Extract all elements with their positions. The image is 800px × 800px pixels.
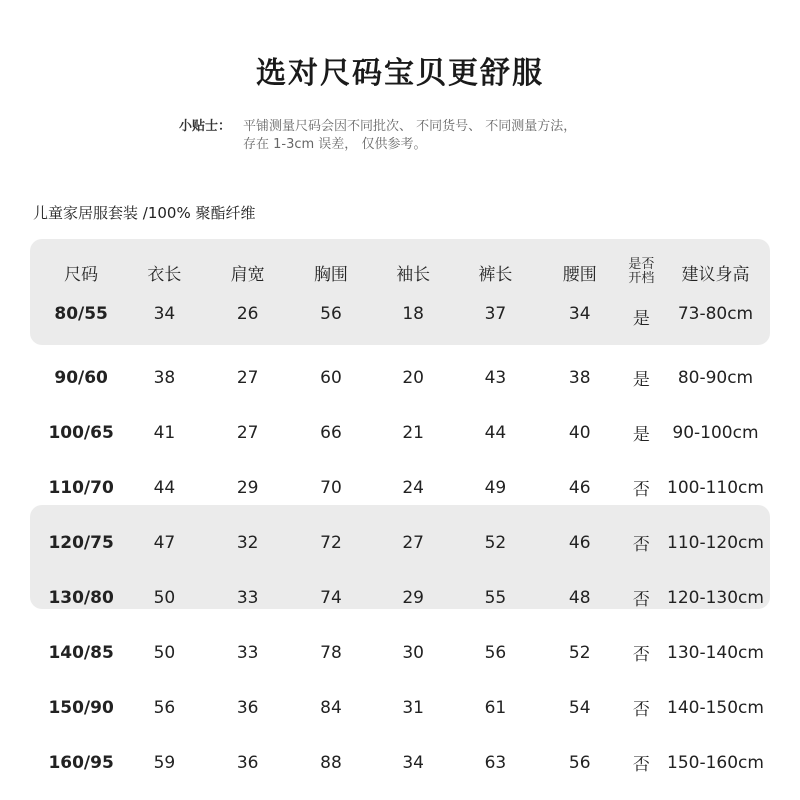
cell-waist: 34: [568, 304, 591, 324]
cell-length: 59: [153, 752, 176, 773]
cell-chest: 70: [320, 477, 342, 498]
cell-length: 34: [153, 304, 176, 324]
cell-chest: 74: [320, 587, 342, 608]
cell-pants: 55: [484, 587, 507, 608]
header-crotch: [622, 244, 661, 300]
cell-sleeve: 18: [402, 304, 424, 324]
cell-length: 50: [153, 642, 176, 663]
cell-crotch: 否: [632, 645, 650, 665]
cell-height: 140-150cm: [667, 697, 764, 718]
cell-sleeve: 29: [402, 587, 424, 608]
cell-pants: 63: [484, 752, 507, 773]
tip-line-1: 平铺测量尺码会因不同批次、 不同货号、 不同测量方法，: [243, 119, 577, 134]
cell-sleeve: 20: [402, 367, 424, 388]
cell-pants: 61: [484, 697, 507, 718]
table-header-row: [40, 244, 770, 300]
cell-shoulder: 33: [236, 642, 259, 663]
header-size: 尺码: [64, 264, 99, 285]
cell-length: 38: [153, 367, 176, 388]
header-shoulder: 肩宽: [230, 264, 265, 285]
cell-crotch: 否: [632, 755, 650, 775]
page-title: 选对尺码宝贝更舒服: [256, 56, 544, 91]
cell-sleeve: 24: [402, 477, 424, 498]
cell-length: 50: [153, 587, 176, 608]
cell-height: 110-120cm: [667, 532, 764, 553]
cell-shoulder: 29: [236, 477, 259, 498]
cell-length: 41: [153, 422, 176, 443]
cell-sleeve: 34: [402, 752, 424, 773]
table-row: [40, 625, 770, 680]
tip-line-2: 存在 1-3cm 误差， 仅供参考。: [243, 137, 427, 152]
cell-crotch: 是: [632, 425, 650, 445]
header-waist: 腰围: [562, 264, 597, 285]
header-crotch-bottom: 开档: [628, 271, 655, 286]
cell-size: 80/55: [54, 304, 108, 324]
cell-height: 150-160cm: [667, 752, 764, 773]
cell-waist: 48: [568, 587, 591, 608]
cell-length: 47: [153, 532, 176, 553]
cell-sleeve: 27: [402, 532, 424, 553]
cell-height: 130-140cm: [667, 642, 764, 663]
cell-pants: 49: [484, 477, 507, 498]
cell-pants: 37: [484, 304, 507, 324]
header-sleeve: 袖长: [396, 264, 431, 285]
cell-shoulder: 33: [236, 587, 259, 608]
cell-waist: 38: [568, 367, 591, 388]
cell-crotch: 否: [632, 480, 650, 500]
product-subtitle: 儿童家居服套装 /100% 聚酯纤维: [33, 204, 256, 222]
cell-chest: 84: [320, 697, 342, 718]
size-chart-table: [40, 244, 770, 790]
cell-crotch: 否: [632, 590, 650, 610]
cell-shoulder: 27: [236, 367, 259, 388]
cell-shoulder: 27: [236, 422, 259, 443]
cell-waist: 54: [568, 697, 591, 718]
header-crotch-top: 是否: [628, 257, 655, 272]
cell-chest: 88: [320, 752, 342, 773]
table-row: [40, 350, 770, 405]
cell-waist: 56: [568, 752, 591, 773]
header-chest: 胸围: [313, 264, 348, 285]
table-row: [40, 570, 770, 625]
cell-sleeve: 21: [402, 422, 424, 443]
cell-length: 44: [153, 477, 176, 498]
cell-waist: 46: [568, 477, 591, 498]
cell-pants: 56: [484, 642, 507, 663]
cell-size: 100/65: [48, 422, 114, 443]
table-row: [40, 405, 770, 460]
cell-shoulder: 26: [236, 304, 259, 324]
cell-chest: 78: [320, 642, 342, 663]
cell-size: 90/60: [54, 367, 108, 388]
cell-shoulder: 36: [236, 752, 259, 773]
cell-crotch: 否: [632, 700, 650, 720]
cell-chest: 66: [320, 422, 342, 443]
cell-size: 160/95: [48, 752, 114, 773]
cell-chest: 72: [320, 532, 342, 553]
cell-size: 110/70: [48, 477, 114, 498]
cell-height: 73-80cm: [677, 304, 754, 324]
cell-chest: 60: [320, 367, 342, 388]
cell-height: 120-130cm: [667, 587, 764, 608]
table-row: [40, 735, 770, 790]
cell-length: 56: [153, 697, 176, 718]
cell-shoulder: 36: [236, 697, 259, 718]
cell-waist: 46: [568, 532, 591, 553]
header-height: 建议身高: [681, 264, 750, 285]
tip-label: 小贴士：: [179, 119, 232, 134]
cell-height: 100-110cm: [667, 477, 764, 498]
table-row: [40, 680, 770, 735]
cell-pants: 44: [484, 422, 507, 443]
cell-chest: 56: [320, 304, 342, 324]
table-row: [40, 300, 770, 350]
cell-pants: 52: [484, 532, 507, 553]
tip-note: [179, 118, 576, 154]
cell-waist: 52: [568, 642, 591, 663]
cell-size: 150/90: [48, 697, 114, 718]
cell-crotch: 否: [632, 535, 650, 555]
cell-height: 90-100cm: [672, 422, 759, 443]
table-row: [40, 515, 770, 570]
header-pants: 裤长: [478, 264, 513, 285]
cell-waist: 40: [568, 422, 591, 443]
cell-size: 120/75: [48, 532, 114, 553]
cell-crotch: 是: [632, 370, 650, 390]
cell-pants: 43: [484, 367, 507, 388]
cell-size: 140/85: [48, 642, 114, 663]
cell-sleeve: 30: [402, 642, 424, 663]
cell-size: 130/80: [48, 587, 114, 608]
header-length: 衣长: [147, 264, 182, 285]
cell-crotch: 是: [632, 309, 650, 329]
table-row: [40, 460, 770, 515]
cell-sleeve: 31: [402, 697, 424, 718]
cell-shoulder: 32: [236, 532, 259, 553]
cell-height: 80-90cm: [677, 367, 754, 388]
